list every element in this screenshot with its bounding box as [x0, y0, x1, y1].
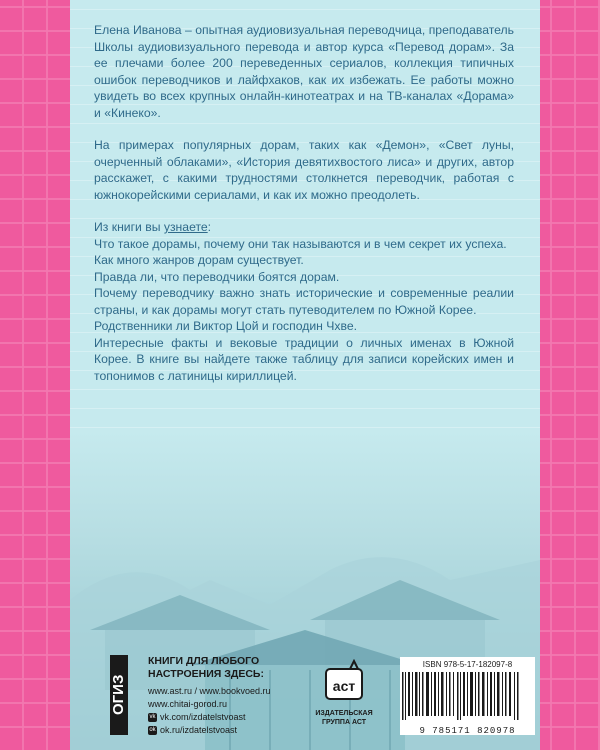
learn-item: Правда ли, что переводчики боятся дорам.: [94, 269, 340, 284]
barcode-bars: [400, 672, 520, 720]
ast-logo-icon: [322, 659, 366, 703]
learn-item: Почему переводчику важно знать исторические и современные реалии страны, и как дорамы могут стать путеводителем по Южной Корее.: [94, 286, 514, 317]
vk-icon: vk: [149, 714, 156, 721]
barcode: [400, 657, 535, 735]
learn-item: Родственники ли Виктор Цой и господин Чхве.: [94, 319, 357, 333]
book-summary: На примерах популярных дорам, таких как «Демон», «Свет луны, очерченный облаками», «История девятихвостого лиса» и других, автор расскажет, с какими трудностями столкнется переводчик, работая с южнокорейскими сериалами, и как их можно преодолеть.: [94, 138, 514, 202]
ogiz-logo: ОГИЗ: [110, 655, 128, 735]
back-cover-footer: [110, 655, 535, 745]
ast-label: ИЗДАТЕЛЬСКАЯ ГРУППА АСТ: [315, 710, 373, 726]
ok-link[interactable]: ok ok.ru/izdatelstvoast: [149, 725, 238, 735]
isbn-text: ISBN 978-5-17-182097-8: [422, 660, 513, 669]
ok-icon: ok: [149, 727, 156, 734]
learn-item: Интересные факты и вековые традиции о личных именах в Южной Корее. В книге вы найдете также таблицу для записи корейских имен и топонимов с латиницы кириллицей.: [94, 335, 514, 383]
vk-link[interactable]: vk vk.com/izdatelstvoast: [149, 712, 246, 722]
ast-publisher: [315, 655, 373, 745]
learn-heading: Из книги вы узнаете:: [94, 220, 212, 234]
store-link[interactable]: www.ast.ru / www.bookvoed.ru: [148, 686, 271, 696]
learn-underlined-word: узнаете: [163, 220, 208, 234]
store-link[interactable]: www.chitai-gorod.ru: [148, 699, 228, 709]
ast-logo-text: аст: [332, 678, 356, 694]
learn-item: Что такое дорамы, почему они так называются и в чем секрет их успеха.: [94, 236, 507, 251]
text-panel: [70, 0, 540, 750]
ean-number: 9 785171 820978: [419, 726, 516, 736]
description-text: [94, 22, 514, 384]
author-bio: Елена Иванова – опытная аудиовизуальная переводчица, преподаватель Школы аудиовизуального перевода и автор курса «Перевод дорам». За ее плечами более 200 переведенных сериалов, коллекция типичных ошибок переводчиков и лайфхаков, как их избежать. Ее работы можно увидеть во всех крупных онлайн-кинотеатрах и на ТВ-каналах «Дорама» и «Кинеко».: [94, 23, 514, 120]
store-links: [148, 685, 318, 737]
learn-item: Как много жанров дорам существует.: [94, 253, 304, 267]
books-promo-title: КНИГИ ДЛЯ ЛЮБОГО НАСТРОЕНИЯ ЗДЕСЬ:: [148, 655, 264, 680]
